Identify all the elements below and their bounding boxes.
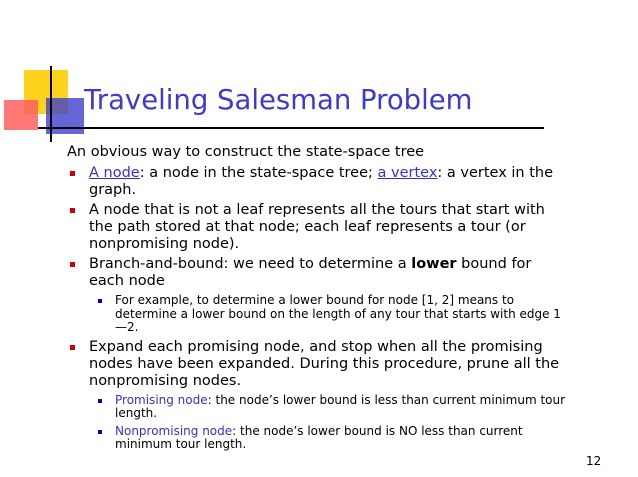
intro-text: An obvious way to construct the state-space tree: [67, 144, 425, 160]
sub-bullet-list: [89, 394, 567, 452]
a-node-link[interactable]: A node: [89, 165, 140, 181]
bold-lower: lower: [411, 256, 457, 272]
bullet-node-definition: [67, 165, 567, 199]
bullet-text: bound for each node: [89, 256, 532, 289]
sub-bullet-text: For example, to determine a lower bound for node [1, 2] means to determine a lower bound on the length of any tour that starts with edge 1—2.: [115, 293, 561, 334]
deco-red-square: [4, 100, 38, 130]
bullet-text: A node that is not a leaf represents all the tours that start with the path stored at that node; each leaf represents a tour (or nonpromising node).: [89, 202, 545, 252]
bullet-expand: [67, 339, 567, 452]
sub-bullet-example: [89, 294, 567, 335]
title-underline: [38, 127, 544, 129]
slide-content: [67, 144, 567, 456]
bullet-text: Branch-and-bound: we need to determine a: [89, 256, 412, 272]
sub-bullet-promising: [89, 394, 567, 421]
nonpromising-node-term: Nonpromising node: [115, 423, 233, 438]
sub-bullet-text: : the node’s lower bound is less than current minimum tour length.: [115, 392, 566, 420]
sub-bullet-text: : the node’s lower bound is NO less than current minimum tour length.: [115, 423, 523, 451]
promising-node-term: Promising node: [115, 392, 208, 407]
a-vertex-link[interactable]: a vertex: [377, 165, 438, 181]
bullet-list: [67, 165, 567, 452]
page-number: 12: [586, 454, 602, 468]
bullet-leaf: [67, 202, 567, 253]
bullet-text: : a vertex in the graph.: [89, 165, 554, 198]
bullet-branch-and-bound: [67, 256, 567, 335]
sub-bullet-list: [89, 294, 567, 335]
bullet-text: : a node in the state-space tree;: [139, 165, 378, 181]
deco-vertical-line: [50, 66, 52, 142]
bullet-text: Expand each promising node, and stop when all the promising nodes have been expanded. During this procedure, prune all the nonpromising nodes.: [89, 338, 560, 389]
slide-title: Traveling Salesman Problem: [84, 84, 473, 116]
sub-bullet-nonpromising: [89, 425, 567, 452]
